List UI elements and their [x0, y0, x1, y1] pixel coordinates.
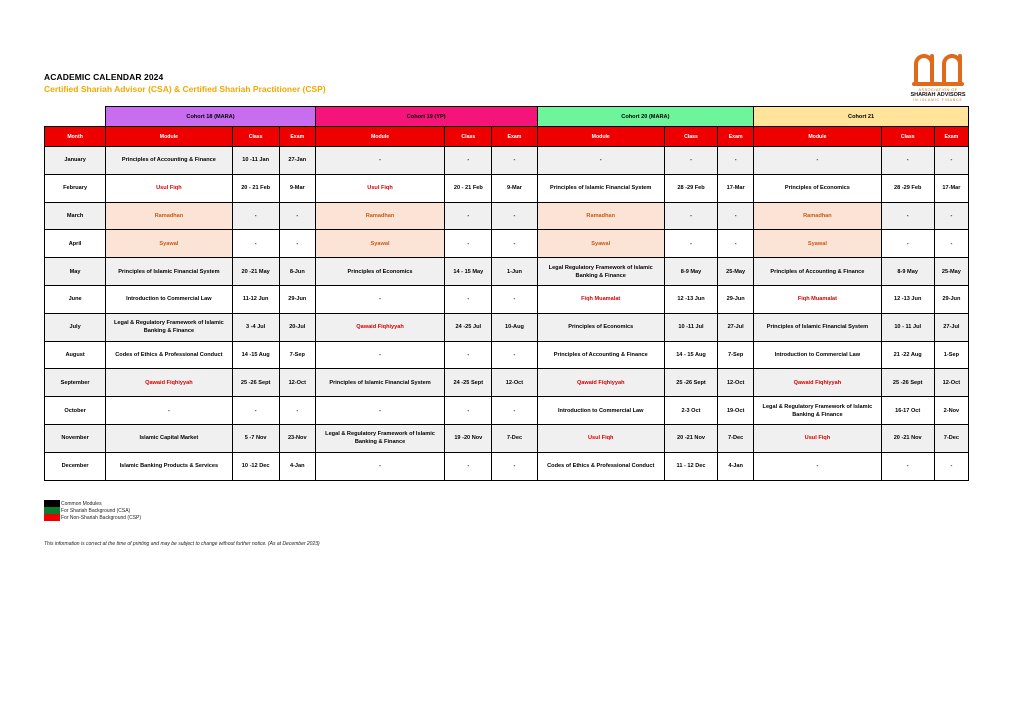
module-cell: Principles of Islamic Financial System — [537, 174, 664, 202]
module-cell: Legal & Regulatory Framework of Islamic Banking & Finance — [315, 424, 444, 452]
exam-date-cell: 27-Jan — [279, 147, 315, 175]
module-cell: Codes of Ethics & Professional Conduct — [106, 341, 232, 369]
module-cell: Fiqh Muamalat — [754, 285, 881, 313]
module-cell: Islamic Banking Products & Services — [106, 452, 232, 480]
module-cell: - — [315, 285, 444, 313]
table-row — [45, 369, 969, 397]
module-cell: Qawaid Fiqhiyyah — [315, 313, 444, 341]
footer-note: This information is correct at the time of printing and may be subject to change without further notice. (As at December 2023) — [44, 541, 320, 547]
class-date-cell: - — [445, 452, 492, 480]
module-cell: Principles of Accounting & Finance — [754, 258, 881, 286]
legend — [44, 500, 141, 521]
exam-date-cell: 7-Dec — [492, 424, 537, 452]
module-cell: Principles of Accounting & Finance — [537, 341, 664, 369]
exam-date-cell: 7-Dec — [718, 424, 754, 452]
module-cell: Codes of Ethics & Professional Conduct — [537, 452, 664, 480]
class-date-cell: 20 -21 May — [232, 258, 279, 286]
exam-date-cell: - — [492, 230, 537, 258]
column-header-row — [45, 127, 969, 147]
class-date-cell: - — [445, 202, 492, 230]
class-column-header: Class — [232, 127, 279, 147]
month-cell: November — [45, 424, 106, 452]
month-cell: December — [45, 452, 106, 480]
cohort-header-row — [45, 107, 969, 127]
month-column-header: Month — [45, 127, 106, 147]
logo-line-2: SHARIAH ADVISORS — [910, 92, 966, 98]
class-date-cell: 14 -15 Aug — [232, 341, 279, 369]
module-cell: Ramadhan — [754, 202, 881, 230]
table-row — [45, 258, 969, 286]
class-date-cell: - — [881, 202, 934, 230]
exam-date-cell: 20-Jul — [279, 313, 315, 341]
cohort-18-header: Cohort 18 (MARA) — [106, 107, 316, 127]
module-cell: Ramadhan — [106, 202, 232, 230]
class-date-cell: - — [664, 230, 717, 258]
module-cell: Qawaid Fiqhiyyah — [537, 369, 664, 397]
class-date-cell: 12 -13 Jun — [881, 285, 934, 313]
cohort-21-header: Cohort 21 — [754, 107, 969, 127]
table-row — [45, 230, 969, 258]
exam-date-cell: 25-May — [718, 258, 754, 286]
month-cell: May — [45, 258, 106, 286]
class-date-cell: 25 -26 Sept — [232, 369, 279, 397]
module-cell: Legal & Regulatory Framework of Islamic Banking & Finance — [106, 313, 232, 341]
logo-line-1: ASSOCIATION OF — [918, 87, 958, 92]
module-cell: Introduction to Commercial Law — [106, 285, 232, 313]
module-cell: Syawal — [106, 230, 232, 258]
exam-date-cell: - — [718, 202, 754, 230]
class-date-cell: - — [445, 397, 492, 425]
class-date-cell: - — [881, 452, 934, 480]
class-date-cell: 20 -21 Nov — [881, 424, 934, 452]
exam-date-cell: 12-Oct — [492, 369, 537, 397]
exam-date-cell: 12-Oct — [279, 369, 315, 397]
exam-date-cell: - — [934, 452, 968, 480]
month-cell: September — [45, 369, 106, 397]
class-date-cell: 2-3 Oct — [664, 397, 717, 425]
module-cell: Introduction to Commercial Law — [754, 341, 881, 369]
class-date-cell: 10 -12 Dec — [232, 452, 279, 480]
exam-date-cell: - — [934, 202, 968, 230]
module-cell: - — [754, 147, 881, 175]
exam-date-cell: 27-Jul — [934, 313, 968, 341]
module-cell: Usul Fiqh — [315, 174, 444, 202]
class-date-cell: 3 -4 Jul — [232, 313, 279, 341]
class-date-cell: 19 -20 Nov — [445, 424, 492, 452]
table-row — [45, 313, 969, 341]
exam-column-header: Exam — [492, 127, 537, 147]
exam-date-cell: - — [492, 452, 537, 480]
module-cell: Usul Fiqh — [754, 424, 881, 452]
exam-date-cell: 4-Jan — [718, 452, 754, 480]
class-date-cell: 25 -26 Sept — [664, 369, 717, 397]
exam-date-cell: 1-Jun — [492, 258, 537, 286]
class-date-cell: - — [232, 230, 279, 258]
class-date-cell: 24 -25 Jul — [445, 313, 492, 341]
legend-item — [44, 514, 141, 521]
module-cell: Principles of Islamic Financial System — [754, 313, 881, 341]
exam-date-cell: 10-Aug — [492, 313, 537, 341]
module-cell: Principles of Economics — [754, 174, 881, 202]
exam-date-cell: - — [492, 285, 537, 313]
exam-date-cell: - — [492, 202, 537, 230]
page-title: ACADEMIC CALENDAR 2024 — [44, 72, 164, 82]
exam-date-cell: 7-Dec — [934, 424, 968, 452]
module-cell: Principles of Islamic Financial System — [106, 258, 232, 286]
class-date-cell: 20 -21 Nov — [664, 424, 717, 452]
table-row — [45, 424, 969, 452]
module-cell: Qawaid Fiqhiyyah — [754, 369, 881, 397]
cohort-19-header: Cohort 19 (YP) — [315, 107, 537, 127]
legend-swatch — [44, 514, 60, 521]
exam-date-cell: 4-Jan — [279, 452, 315, 480]
module-cell: Legal Regulatory Framework of Islamic Banking & Finance — [537, 258, 664, 286]
module-column-header: Module — [537, 127, 664, 147]
class-date-cell: - — [232, 397, 279, 425]
month-cell: August — [45, 341, 106, 369]
class-date-cell: 11 - 12 Dec — [664, 452, 717, 480]
module-column-header: Module — [754, 127, 881, 147]
exam-date-cell: 25-May — [934, 258, 968, 286]
class-date-cell: - — [445, 341, 492, 369]
exam-date-cell: - — [718, 230, 754, 258]
exam-date-cell: - — [279, 230, 315, 258]
month-cell: October — [45, 397, 106, 425]
module-cell: Islamic Capital Market — [106, 424, 232, 452]
class-date-cell: 8-9 May — [664, 258, 717, 286]
class-date-cell: 20 - 21 Feb — [232, 174, 279, 202]
class-date-cell: - — [881, 230, 934, 258]
class-date-cell: - — [445, 147, 492, 175]
exam-date-cell: 19-Oct — [718, 397, 754, 425]
module-cell: - — [315, 452, 444, 480]
module-cell: Qawaid Fiqhiyyah — [106, 369, 232, 397]
exam-date-cell: 29-Jun — [934, 285, 968, 313]
legend-item — [44, 507, 141, 514]
class-date-cell: 25 -26 Sept — [881, 369, 934, 397]
class-date-cell: - — [232, 202, 279, 230]
page-subtitle: Certified Shariah Advisor (CSA) & Certified Shariah Practitioner (CSP) — [44, 84, 326, 94]
class-date-cell: - — [881, 147, 934, 175]
exam-date-cell: - — [934, 230, 968, 258]
class-date-cell: - — [664, 147, 717, 175]
legend-label: Common Modules — [61, 500, 102, 507]
module-cell: - — [315, 147, 444, 175]
month-cell: April — [45, 230, 106, 258]
exam-date-cell: 7-Sep — [279, 341, 315, 369]
module-cell: - — [315, 397, 444, 425]
exam-date-cell: - — [492, 397, 537, 425]
module-cell: - — [315, 341, 444, 369]
legend-label: For Shariah Background (CSA) — [61, 507, 131, 514]
exam-date-cell: 12-Oct — [718, 369, 754, 397]
class-date-cell: 10 -11 Jul — [664, 313, 717, 341]
class-date-cell: 24 -25 Sept — [445, 369, 492, 397]
class-date-cell: 10 - 11 Jul — [881, 313, 934, 341]
month-cell: July — [45, 313, 106, 341]
exam-column-header: Exam — [279, 127, 315, 147]
table-row — [45, 147, 969, 175]
class-date-cell: 28 -29 Feb — [664, 174, 717, 202]
class-date-cell: - — [445, 285, 492, 313]
logo-mark-icon — [910, 50, 966, 86]
exam-date-cell: 8-Jun — [279, 258, 315, 286]
table-row — [45, 341, 969, 369]
table-row — [45, 397, 969, 425]
exam-date-cell: 9-Mar — [279, 174, 315, 202]
exam-date-cell: 1-Sep — [934, 341, 968, 369]
class-date-cell: 8-9 May — [881, 258, 934, 286]
exam-column-header: Exam — [718, 127, 754, 147]
legend-swatch — [44, 500, 60, 507]
exam-date-cell: - — [279, 202, 315, 230]
class-date-cell: 14 - 15 May — [445, 258, 492, 286]
exam-date-cell: 17-Mar — [934, 174, 968, 202]
module-cell: - — [106, 397, 232, 425]
class-date-cell: 10 -11 Jan — [232, 147, 279, 175]
table-row — [45, 452, 969, 480]
table-row — [45, 202, 969, 230]
module-cell: Ramadhan — [315, 202, 444, 230]
exam-date-cell: 2-Nov — [934, 397, 968, 425]
module-cell: Principles of Accounting & Finance — [106, 147, 232, 175]
class-column-header: Class — [881, 127, 934, 147]
exam-date-cell: 29-Jun — [279, 285, 315, 313]
legend-swatch — [44, 507, 60, 514]
month-cell: January — [45, 147, 106, 175]
legend-label: For Non-Shariah Background (CSP) — [61, 514, 142, 521]
table-row — [45, 285, 969, 313]
class-date-cell: 21 -22 Aug — [881, 341, 934, 369]
exam-date-cell: 23-Nov — [279, 424, 315, 452]
module-cell: Usul Fiqh — [537, 424, 664, 452]
exam-date-cell: - — [492, 341, 537, 369]
class-date-cell: 28 -29 Feb — [881, 174, 934, 202]
legend-item — [44, 500, 141, 507]
class-date-cell: 12 -13 Jun — [664, 285, 717, 313]
class-date-cell: - — [445, 230, 492, 258]
module-cell: Syawal — [754, 230, 881, 258]
module-cell: Syawal — [537, 230, 664, 258]
month-cell: February — [45, 174, 106, 202]
exam-date-cell: 27-Jul — [718, 313, 754, 341]
module-column-header: Module — [315, 127, 444, 147]
month-cell: March — [45, 202, 106, 230]
exam-date-cell: 9-Mar — [492, 174, 537, 202]
exam-date-cell: 29-Jun — [718, 285, 754, 313]
logo-line-3: IN ISLAMIC FINANCE — [913, 98, 963, 102]
module-cell: Ramadhan — [537, 202, 664, 230]
module-column-header: Module — [106, 127, 232, 147]
module-cell: - — [754, 452, 881, 480]
module-cell: Introduction to Commercial Law — [537, 397, 664, 425]
table-row — [45, 174, 969, 202]
class-date-cell: 5 -7 Nov — [232, 424, 279, 452]
class-column-header: Class — [445, 127, 492, 147]
month-cell: June — [45, 285, 106, 313]
class-column-header: Class — [664, 127, 717, 147]
module-cell: Principles of Economics — [315, 258, 444, 286]
exam-date-cell: 17-Mar — [718, 174, 754, 202]
class-date-cell: - — [664, 202, 717, 230]
class-date-cell: 14 - 15 Aug — [664, 341, 717, 369]
module-cell: Legal & Regulatory Framework of Islamic Banking & Finance — [754, 397, 881, 425]
module-cell: Principles of Economics — [537, 313, 664, 341]
exam-date-cell: - — [934, 147, 968, 175]
association-logo — [902, 50, 974, 106]
exam-date-cell: - — [492, 147, 537, 175]
exam-date-cell: 7-Sep — [718, 341, 754, 369]
exam-column-header: Exam — [934, 127, 968, 147]
exam-date-cell: 12-Oct — [934, 369, 968, 397]
module-cell: Fiqh Muamalat — [537, 285, 664, 313]
module-cell: Principles of Islamic Financial System — [315, 369, 444, 397]
module-cell: Syawal — [315, 230, 444, 258]
class-date-cell: 11-12 Jun — [232, 285, 279, 313]
module-cell: - — [537, 147, 664, 175]
exam-date-cell: - — [279, 397, 315, 425]
class-date-cell: 20 - 21 Feb — [445, 174, 492, 202]
academic-calendar-table — [44, 106, 969, 481]
exam-date-cell: - — [718, 147, 754, 175]
class-date-cell: 16-17 Oct — [881, 397, 934, 425]
module-cell: Usul Fiqh — [106, 174, 232, 202]
cohort-20-header: Cohort 20 (MARA) — [537, 107, 754, 127]
